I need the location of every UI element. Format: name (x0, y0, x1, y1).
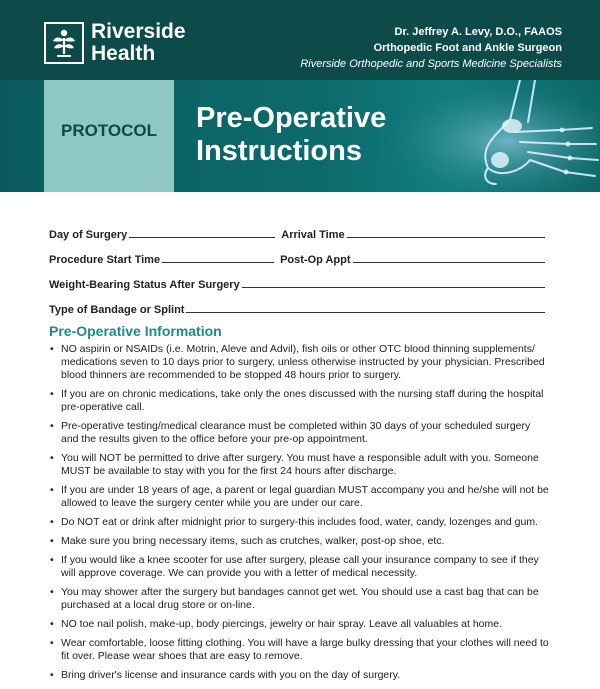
page-title (196, 102, 386, 168)
surgery-info-form (49, 216, 545, 316)
list-item: • Make sure you bring necessary items, such as crutches, walker, post-op shoe, etc. (49, 535, 549, 548)
title-line-2: Instructions (196, 135, 362, 167)
doctor-title: Orthopedic Foot and Ankle Surgeon (373, 42, 562, 54)
procedure-start-time-label: Procedure Start Time (49, 254, 161, 266)
doctor-info (300, 24, 562, 72)
header-bar (0, 0, 600, 80)
post-op-appt-field[interactable] (353, 262, 545, 263)
protocol-tag (44, 80, 174, 192)
logo-wordmark (91, 21, 186, 65)
weight-bearing-field[interactable] (242, 287, 545, 288)
bandage-field[interactable] (186, 312, 545, 313)
title-line-1: Pre-Operative (196, 102, 387, 134)
protocol-label: PROTOCOL (60, 121, 158, 140)
list-item: • NO toe nail polish, make-up, body piercings, jewelry or hair spray. Leave all valuables at home. (49, 618, 549, 631)
logo-line-2: Health (91, 42, 156, 65)
list-item: • Do NOT eat or drink after midnight prior to surgery-this includes food, water, candy, lozenges and gum. (49, 516, 549, 529)
title-banner (0, 80, 600, 192)
post-op-appt-label: Post-Op Appt (280, 254, 351, 266)
logo-line-1: Riverside (91, 20, 186, 43)
form-row-procedure (49, 241, 545, 266)
list-item: • You will NOT be permitted to drive after surgery. You must have a responsible adult with you. Someone MUST be available to stay with you for the first 24 hours after discharge. (49, 452, 549, 478)
bandage-label: Type of Bandage or Splint (49, 304, 185, 316)
form-row-bandage (49, 291, 545, 316)
section-heading: Pre-Operative Information (49, 323, 222, 339)
list-item: • If you would like a knee scooter for use after surgery, please call your insurance company to see if they will approve coverage. We can provide you with a letter of medical necessity. (49, 554, 549, 580)
instruction-list (49, 343, 549, 688)
arrival-time-field[interactable] (347, 237, 545, 238)
form-row-surgery-day (49, 216, 545, 241)
foot-skeleton-image (370, 80, 600, 192)
list-item: • Wear comfortable, loose fitting clothing. You will have a large bulky dressing that your clothes will need to fit over. Please wear shoes that are easy to remove. (49, 637, 549, 663)
day-of-surgery-label: Day of Surgery (49, 229, 128, 241)
practice-name: Riverside Orthopedic and Sports Medicine Specialists (300, 58, 562, 70)
weight-bearing-label: Weight-Bearing Status After Surgery (49, 279, 240, 291)
arrival-time-label: Arrival Time (281, 229, 345, 241)
list-item: • If you are under 18 years of age, a parent or legal guardian MUST accompany you and he/she will not be allowed to leave the surgery center while you are under our care. (49, 484, 549, 510)
day-of-surgery-field[interactable] (129, 237, 275, 238)
list-item: • NO aspirin or NSAIDs (i.e. Motrin, Aleve and Advil), fish oils or other OTC blood thinning supplements/ medications seven to 10 days prior to surgery, unless otherwise instructed by your physician. Prescribed blood thinners are recommended to be stopped 48 hours prior to surgery. (49, 343, 549, 382)
procedure-start-time-field[interactable] (162, 262, 274, 263)
form-row-weight-bearing (49, 266, 545, 291)
riverside-logo-icon (44, 22, 84, 64)
list-item: • You may shower after the surgery but bandages cannot get wet. You should use a cast bag that can be purchased at a local drug store or on-line. (49, 586, 549, 612)
doctor-name: Dr. Jeffrey A. Levy, D.O., FAAOS (394, 26, 562, 38)
list-item: • Bring driver's license and insurance cards with you on the day of surgery. (49, 669, 549, 682)
list-item: • Pre-operative testing/medical clearance must be completed within 30 days of your scheduled surgery and the results given to the office before your pre-op appointment. (49, 420, 549, 446)
list-item: • If you are on chronic medications, take only the ones discussed with the nursing staff during the hospital pre-operative call. (49, 388, 549, 414)
